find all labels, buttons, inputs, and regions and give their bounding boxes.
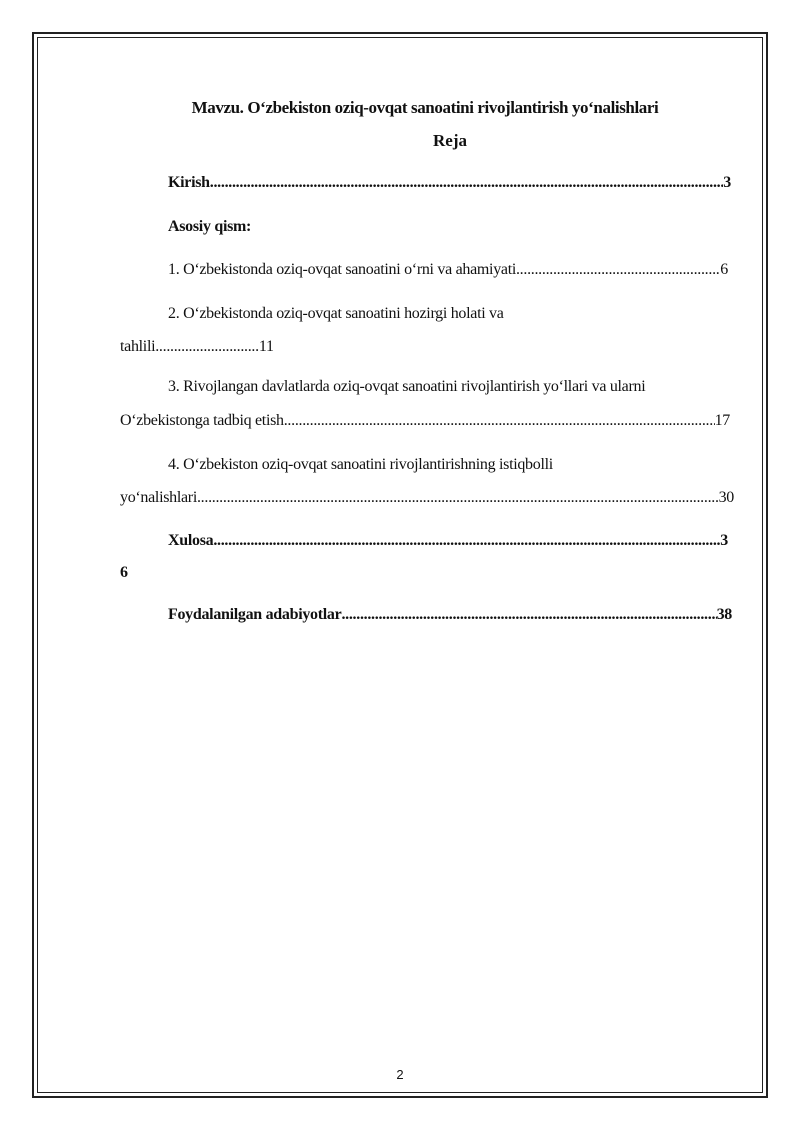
- toc-entry-2-line1: 2. O‘zbekistonda oziq-ovqat sanoatini hozirgi holati va: [168, 305, 504, 322]
- toc-entry-3-line1: 3. Rivojlangan davlatlarda oziq-ovqat sanoatini rivojlantirish yo‘llari va ularni: [168, 378, 646, 395]
- toc-entry-label: Kirish: [168, 174, 210, 191]
- toc-entry-label: O‘zbekistonga tadbiq etish: [120, 412, 284, 429]
- toc-leader-dots: [213, 532, 720, 550]
- toc-entry-1: [168, 261, 728, 279]
- toc-entry-label: Foydalanilgan adabiyotlar: [168, 606, 342, 623]
- toc-entry-page: 3: [723, 174, 731, 191]
- toc-entry-2-line2: [120, 338, 274, 356]
- toc-leader-dots: [210, 174, 724, 192]
- toc-leader-dots: [197, 489, 719, 507]
- toc-entry-page: 6: [720, 261, 728, 278]
- document-title: Mavzu. O‘zbekiston oziq-ovqat sanoatini rivojlantirish yo‘nalishlari: [191, 98, 659, 117]
- toc-entry-xulosa: [168, 532, 728, 550]
- toc-section-asosiy: Asosiy qism:: [168, 218, 252, 235]
- toc-entry-label: yo‘nalishlari: [120, 489, 197, 506]
- toc-leader-dots: [516, 261, 720, 279]
- toc-entry-page: 3: [720, 532, 728, 549]
- toc-entry-page: 38: [716, 606, 732, 623]
- toc-entry-4-line1: 4. O‘zbekiston oziq-ovqat sanoatini rivojlantirishning istiqbolli: [168, 456, 553, 473]
- toc-entry-label: Xulosa: [168, 532, 214, 549]
- toc-entry-kirish: [168, 174, 731, 192]
- toc-entry-page: 30: [718, 489, 734, 506]
- toc-entry-label: 1. O‘zbekistonda oziq-ovqat sanoatini o‘rni va ahamiyati: [168, 261, 516, 278]
- page-number: 2: [396, 1067, 404, 1082]
- toc-entry-4-line2: [120, 489, 734, 507]
- toc-entry-page: 11: [258, 338, 274, 355]
- page-border-inner: [37, 37, 763, 1093]
- toc-entry-3-line2: [120, 412, 730, 430]
- toc-leader-dots: [284, 412, 715, 430]
- toc-entry-label: tahlili............................: [120, 338, 259, 355]
- plan-heading: Reja: [433, 131, 467, 150]
- toc-entry-xulosa-page-wrap: 6: [120, 564, 128, 581]
- toc-entry-adabiyotlar: [168, 606, 732, 624]
- toc-leader-dots: [341, 606, 716, 624]
- toc-entry-page: 17: [714, 412, 730, 429]
